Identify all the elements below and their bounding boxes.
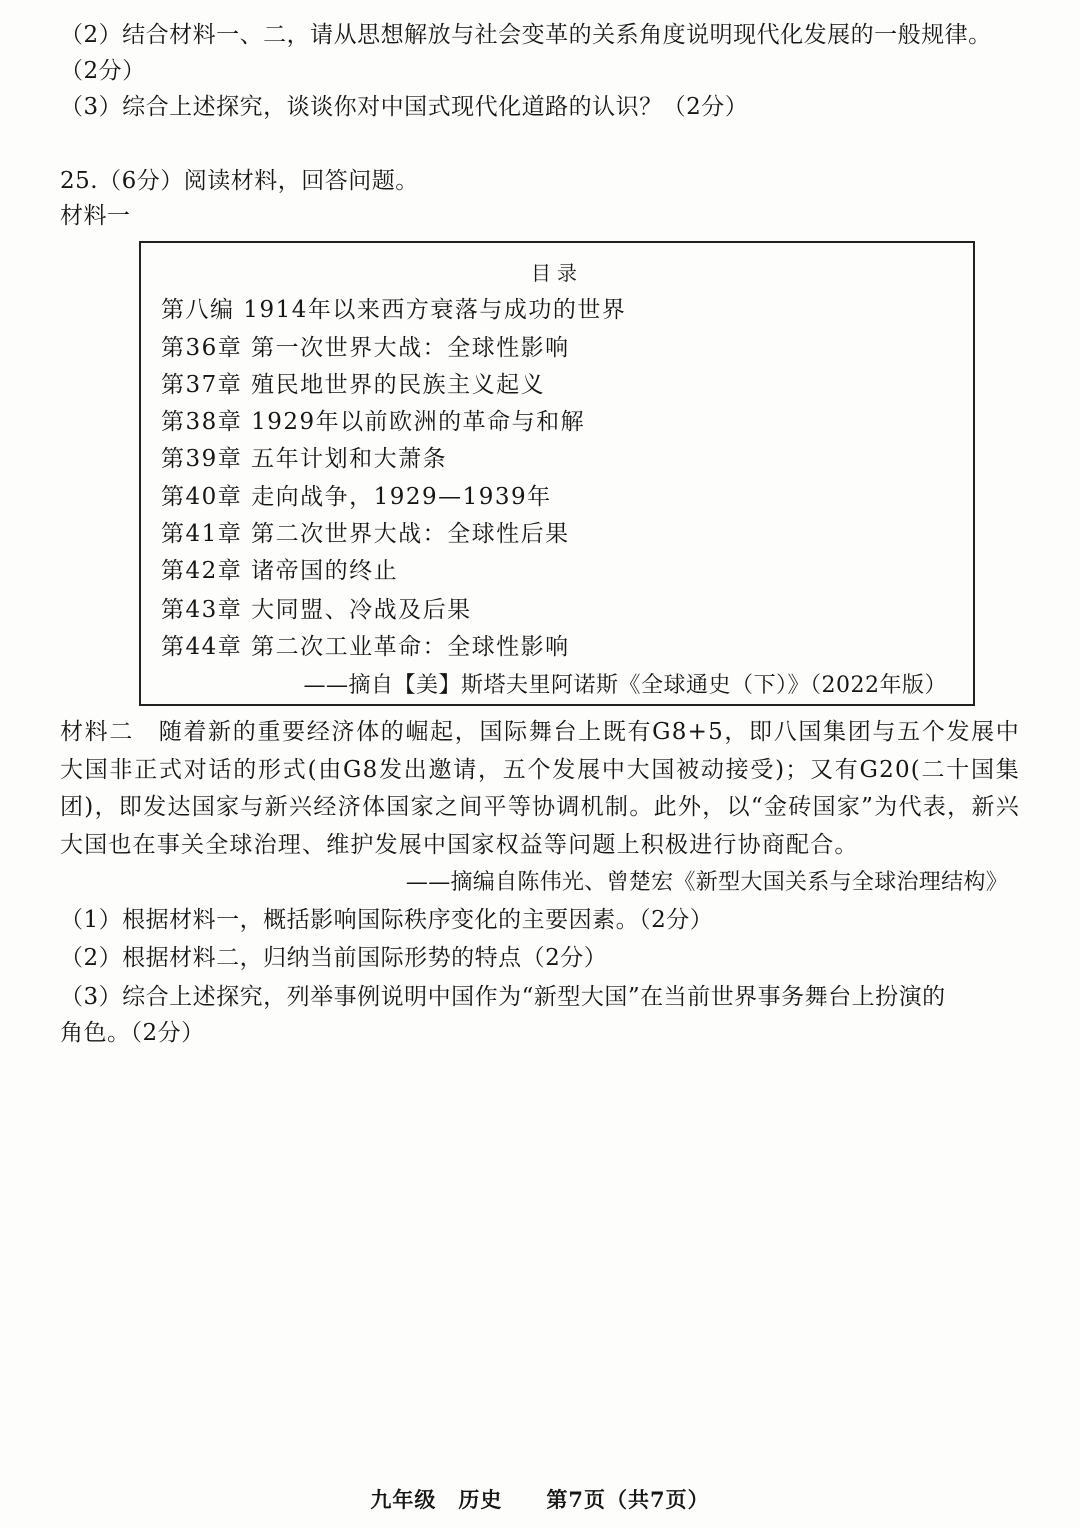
question-25-part-3: （3）综合上述探究，列举事例说明中国作为“新型大国”在当前世界事务舞台上扮演的 — [60, 984, 946, 1010]
toc-source-citation: ——摘自【美】斯塔夫里阿诺斯《全球通史（下）》（2022年版） — [303, 673, 947, 698]
toc-line: 第42章 诸帝国的终止 — [161, 558, 399, 584]
table-of-contents-box — [139, 241, 975, 706]
toc-line: 第39章 五年计划和大萧条 — [161, 446, 448, 472]
question-24-part-2: （2）结合材料一、二，请从思想解放与社会变革的关系角度说明现代化发展的一般规律。 — [60, 22, 992, 48]
toc-line: 第43章 大同盟、冷战及后果 — [161, 597, 472, 623]
question-24-part-3: （3）综合上述探究，谈谈你对中国式现代化道路的认识？（2分） — [60, 94, 749, 120]
toc-title: 目录 — [531, 261, 583, 285]
question-24-part-2-score: （2分） — [60, 58, 146, 84]
material-2-source-citation: ——摘编自陈伟光、曾楚宏《新型大国关系与全球治理结构》 — [405, 870, 1008, 895]
toc-line: 第八编 1914年以来西方衰落与成功的世界 — [161, 297, 627, 323]
question-25-part-1: （1）根据材料一，概括影响国际秩序变化的主要因素。（2分） — [60, 907, 714, 933]
toc-line: 第36章 第一次世界大战：全球性影响 — [161, 335, 570, 361]
question-25-heading: 25.（6分）阅读材料，回答问题。 — [60, 168, 419, 194]
question-25-part-2: （2）根据材料二，归纳当前国际形势的特点（2分） — [60, 945, 608, 971]
toc-line: 第37章 殖民地世界的民族主义起义 — [161, 372, 546, 398]
toc-line: 第40章 走向战争，1929—1939年 — [161, 484, 552, 510]
toc-line: 第41章 第二次世界大战：全球性后果 — [161, 521, 570, 547]
material-2-text: 材料二 随着新的重要经济体的崛起，国际舞台上既有G8+5，即八国集团与五个发展中大国非正式对话的形式(由G8发出邀请，五个发展中大国被动接受)；又有G20(二十国集团)，即发达国家与新兴经济体国家之间平等协调机制。此外，以“金砖国家”为代表，新兴大国也在事关全球治理、维护发展中国家权益等问题上积极进行协商配合。 — [60, 719, 1020, 858]
material-1-label: 材料一 — [60, 203, 131, 229]
page-footer: 九年级 历史 第7页（共7页） — [370, 1487, 710, 1512]
toc-line: 第44章 第二次工业革命：全球性影响 — [161, 634, 570, 660]
toc-line: 第38章 1929年以前欧洲的革命与和解 — [161, 409, 586, 435]
question-25-part-3-continued: 角色。（2分） — [60, 1020, 205, 1046]
